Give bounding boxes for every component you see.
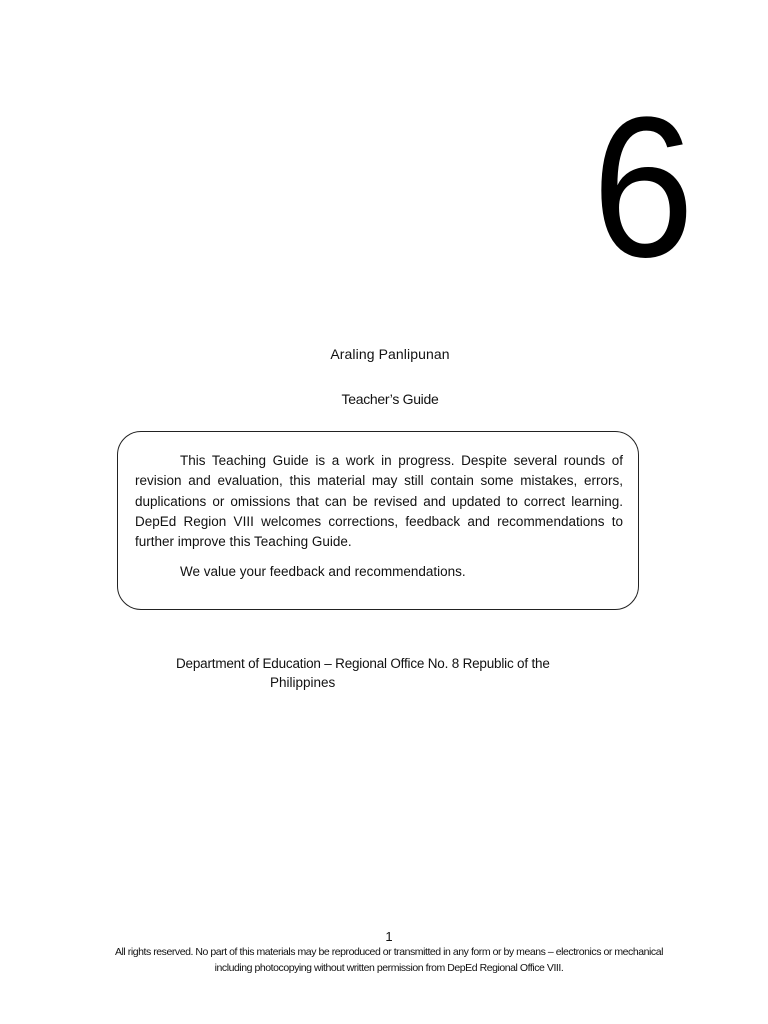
feedback-note: We value your feedback and recommendations. bbox=[180, 564, 466, 579]
publisher-line: Department of Education – Regional Office No. 8 Republic of the bbox=[176, 656, 550, 671]
guide-title: Teacher’s Guide bbox=[341, 391, 439, 407]
publisher-line-continued: Philippines bbox=[270, 675, 336, 690]
copyright-notice: All rights reserved. No part of this materials may be reproduced or transmitted in any form or by means – electronics or mechanical bbox=[115, 946, 663, 958]
subject-title: Araling Panlipunan bbox=[330, 346, 450, 362]
notice-box bbox=[117, 431, 639, 610]
notice-paragraph: This Teaching Guide is a work in progress. Despite several rounds of revision and evaluation, this material may still contain some mistakes, errors, duplications or omissions that can be revised and updated to correct learning. DepEd Region VIII welcomes corrections, feedback and recommendations to further improve this Teaching Guide. bbox=[135, 453, 623, 550]
copyright-notice-continued: including photocopying without written permission from DepEd Regional Office VIII. bbox=[214, 962, 564, 974]
grade-number: 6 bbox=[592, 76, 695, 299]
page-number: 1 bbox=[385, 929, 393, 944]
